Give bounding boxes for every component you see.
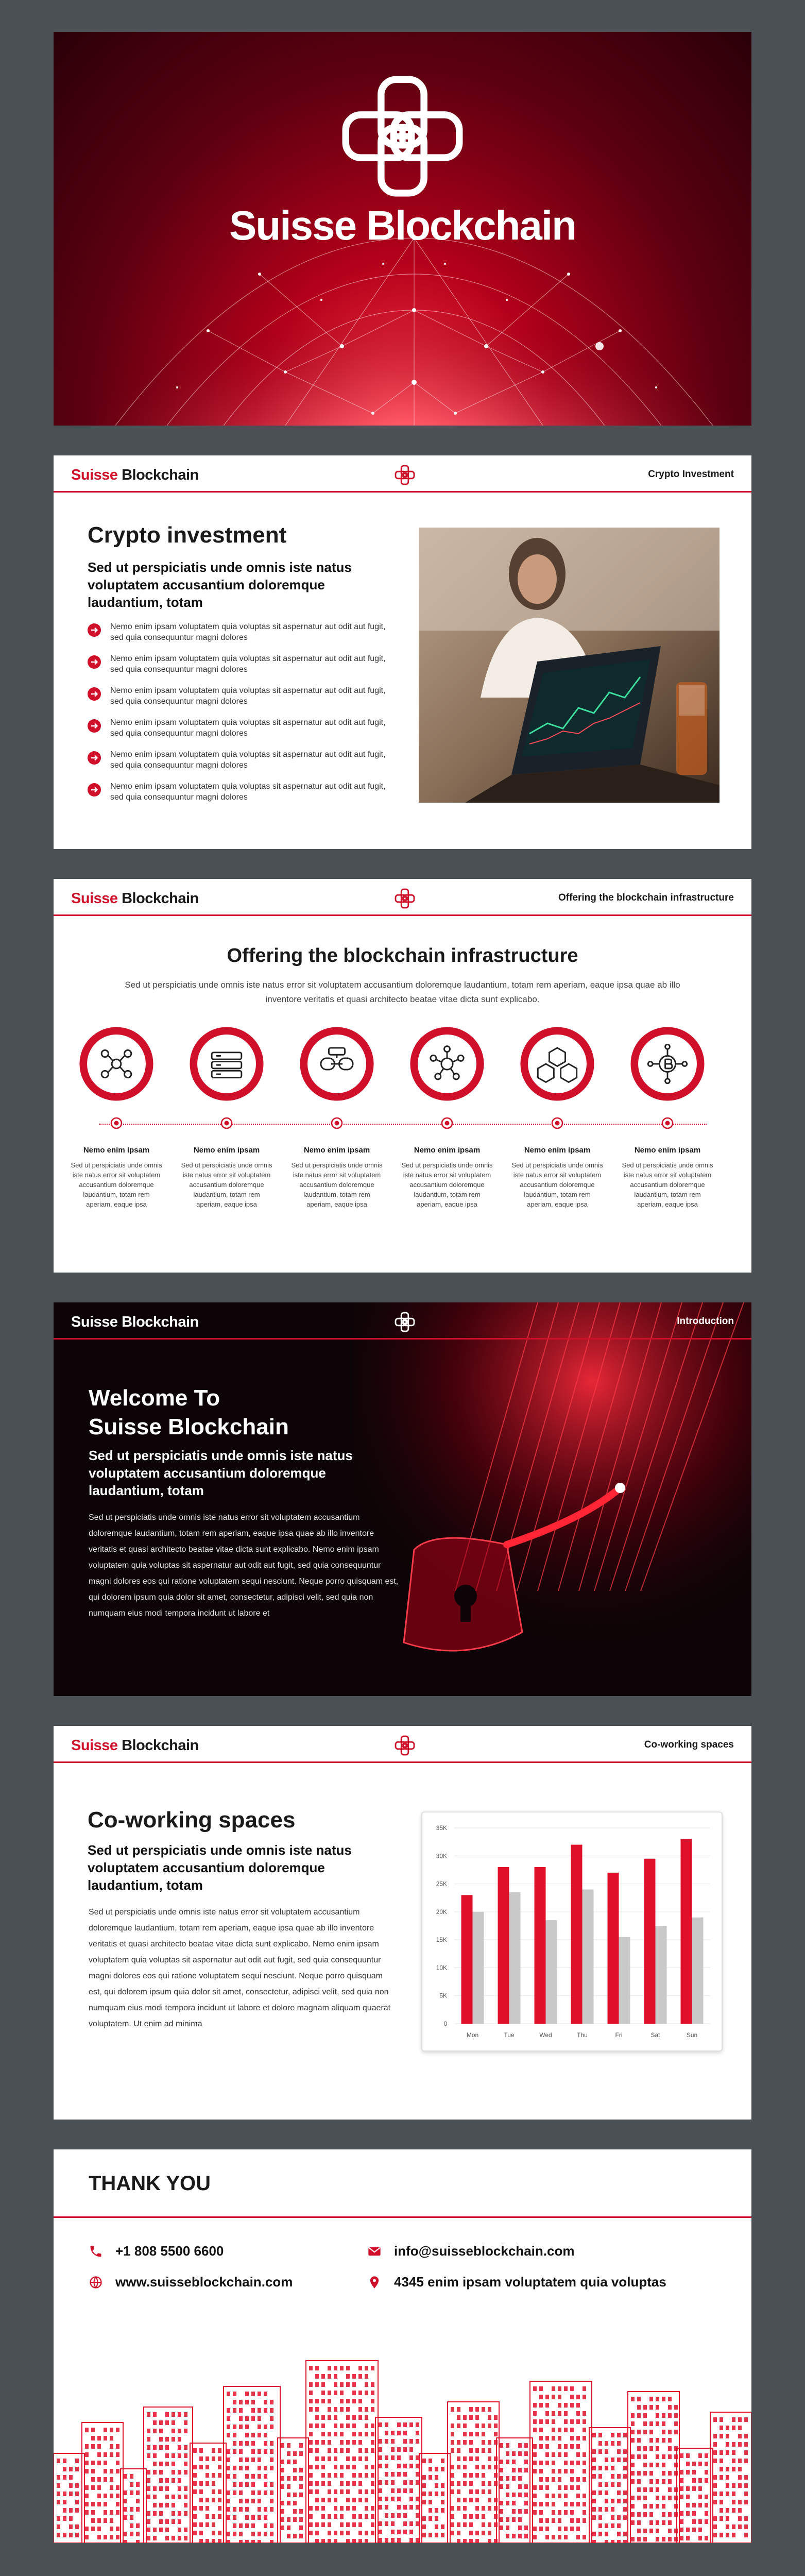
slide-title: Crypto investment [88,522,287,548]
slide-header [54,879,751,916]
building [121,2469,146,2543]
coworking-slide [54,1726,751,2120]
brand-mark-icon [395,888,415,909]
building [54,2453,84,2543]
phone-contact: +1 808 5500 6600 [115,2243,224,2259]
step-text: Sed ut perspiciatis unde omnis iste natus error sit voluptatem accusantium doloremque laudantium, totam rem aperiam, eaque ipsa [71,1161,162,1208]
section-label: Offering the blockchain infrastructure [558,892,734,903]
infrastructure-slide [54,879,751,1273]
arrow-right-circle-icon [88,655,101,669]
slide-header [54,1726,751,1763]
x-tick-label: Sun [686,2031,698,2039]
crypto-investment-slide [54,455,751,849]
brand-mark-icon [395,1735,415,1756]
step-title: Nemo enim ipsam [524,1146,591,1155]
step-title: Nemo enim ipsam [303,1146,370,1155]
list-item: Nemo enim ipsam voluptatem quia voluptas sit aspernatur aut odit aut fugit, sed quia consequuntur magni dolores [88,781,386,813]
slide-title: Co-working spaces [88,1807,296,1833]
introduction-slide [54,1302,751,1696]
brand-wordmark: Suisse Blockchain [71,1314,199,1330]
timeline-dot [551,1117,563,1129]
building [224,2386,280,2543]
bar [535,1867,546,2024]
arrow-right-circle-icon [88,783,101,796]
bar-chart-svg [422,1812,722,2050]
list-item: Nemo enim ipsam voluptatem quia voluptas sit aspernatur aut odit aut fugit, sed quia consequuntur magni dolores [88,621,386,653]
slide-paragraph: Sed ut perspiciatis unde omnis iste natus error sit voluptatem accusantium doloremque laudantium, totam rem aperiam, eaque ipsa quae ab illo inventore veritatis et quasi architecto beatae vitae dicta sunt explicabo. Nemo enim ipsam voluptatem quia voluptas sit aspernatur aut odit aut fugit, sed quia consequuntur magni dolores eos qui ratione voluptatem sequi nesciunt. Neque porro quisquam est, qui dolorem ipsum quia dolor sit amet, consectetur, adipisci velit, sed quia non numquam eius modi tempora incidunt ut labore et dolore magnam aliquam quaerat voluptatem. Ut enim ad minima [89,1908,391,2028]
arrow-right-circle-icon [88,719,101,733]
y-tick-label: 15K [436,1936,447,1944]
x-tick-label: Tue [504,2031,515,2039]
arrow-right-circle-icon [88,623,101,637]
infrastructure-step [396,1026,499,1243]
section-label: Introduction [677,1316,734,1327]
step-text: Sed ut perspiciatis unde omnis iste natus error sit voluptatem accusantium doloremque laudantium, totam rem aperiam, eaque ipsa [291,1161,383,1208]
building [448,2402,499,2543]
bar [644,1859,656,2024]
bar-chart [421,1811,723,2052]
section-label: Co-working spaces [644,1739,734,1750]
list-item: Nemo enim ipsam voluptatem quia voluptas sit aspernatur aut odit aut fugit, sed quia consequuntur magni dolores [88,653,386,685]
slide-subtitle: Sed ut perspiciatis unde omnis iste natus voluptatem accusantium doloremque laudantium, totam [89,1448,353,1498]
timeline-dot [441,1117,453,1129]
blockchain-network-icon [79,1026,154,1101]
cube-cluster-icon [520,1026,595,1101]
slide-paragraph: Sed ut perspiciatis unde omnis iste natus error sit voluptatem accusantium doloremque laudantium, totam rem aperiam, eaque ipsa quae ab illo inventore veritatis et quasi architecto beatae vitae dicta sunt explicabo. Nemo enim ipsam voluptatem quia voluptas sit aspernatur aut odit aut fugit, sed quia consequuntur magni dolores eos qui ratione voluptatem sequi nesciunt. Neque porro quisquam est, qui dolorem ipsum quia dolor sit amet, consectetur, adipisci velit, sed quia non numquam eius modi tempora incidunt ut labore et [89,1513,399,1618]
divider [54,2216,751,2218]
x-tick-label: Fri [615,2031,623,2039]
slide-subtitle: Sed ut perspiciatis unde omnis iste natus voluptatem accusantium doloremque laudantium, totam [88,1842,352,1893]
thank-you-slide [54,2149,751,2543]
slide-header [54,1302,751,1340]
slide-title: Welcome To Suisse Blockchain [89,1385,289,1439]
x-tick-label: Wed [539,2031,552,2039]
city-skyline-graphic [54,2283,751,2543]
bar [461,1895,473,2024]
infrastructure-step [506,1026,609,1243]
step-text: Sed ut perspiciatis unde omnis iste natus error sit voluptatem accusantium doloremque laudantium, totam rem aperiam, eaque ipsa [181,1161,272,1208]
bar [498,1867,509,2024]
bar [583,1889,594,2024]
slide-title: Offering the blockchain infrastructure [227,945,578,967]
bar [608,1873,619,2024]
step-text: Sed ut perspiciatis unde omnis iste natus error sit voluptatem accusantium doloremque laudantium, totam rem aperiam, eaque ipsa [622,1161,713,1208]
slide-header [54,455,751,493]
building [144,2407,193,2543]
x-tick-label: Sat [650,2031,660,2039]
infrastructure-step [285,1026,388,1243]
laptop-trading-photo [419,528,720,803]
step-title: Nemo enim ipsam [83,1146,150,1155]
bar [473,1912,484,2024]
building [306,2361,378,2543]
brand-wordmark: Suisse Blockchain [71,890,199,907]
timeline-dot [661,1117,674,1129]
bar [656,1926,667,2024]
slide-subtitle: Sed ut perspiciatis unde omnis iste natus voluptatem accusantium doloremque laudantium, totam [88,560,352,610]
bullet-list [88,621,386,813]
list-item: Nemo enim ipsam voluptatem quia voluptas sit aspernatur aut odit aut fugit, sed quia consequuntur magni dolores [88,749,386,781]
y-tick-label: 35K [436,1824,447,1832]
brand-wordmark: Suisse Blockchain [71,1737,199,1754]
building [82,2422,123,2543]
server-blocks-icon [189,1026,264,1101]
arrow-right-circle-icon [88,751,101,765]
building [496,2438,533,2543]
bar [571,1845,583,2024]
bar [546,1920,557,2024]
step-title: Nemo enim ipsam [414,1146,481,1155]
timeline-dot [331,1117,343,1129]
y-tick-label: 5K [439,1992,447,1999]
building [710,2412,751,2543]
infrastructure-step [616,1026,719,1243]
building [278,2438,309,2543]
building [589,2428,630,2543]
mail-icon [367,2244,382,2259]
bar [509,1892,521,2024]
y-tick-label: 30K [436,1852,447,1860]
building [375,2417,422,2543]
step-text: Sed ut perspiciatis unde omnis iste natus error sit voluptatem accusantium doloremque laudantium, totam rem aperiam, eaque ipsa [401,1161,493,1208]
brand-mark-icon [395,465,415,485]
building [190,2443,226,2543]
y-tick-label: 25K [436,1880,447,1888]
linked-chain-icon [299,1026,374,1101]
phone-icon [89,2244,103,2259]
infrastructure-step [65,1026,168,1243]
address-contact: 4345 enim ipsam voluptatem quia voluptas [394,2274,666,2290]
x-tick-label: Mon [466,2031,479,2039]
building [530,2381,592,2543]
bar [681,1839,692,2024]
timeline-dot [110,1117,123,1129]
brand-logo-icon [339,73,466,199]
cover-title: Suisse Blockchain [229,202,576,248]
email-contact[interactable]: info@suisseblockchain.com [394,2243,574,2259]
website-contact[interactable]: www.suisseblockchain.com [115,2274,293,2290]
arrow-right-circle-icon [88,687,101,701]
step-title: Nemo enim ipsam [634,1146,701,1155]
step-title: Nemo enim ipsam [193,1146,260,1155]
network-hub-icon [409,1026,485,1101]
bar [692,1918,704,2024]
step-text: Sed ut perspiciatis unde omnis iste natus error sit voluptatem accusantium doloremque laudantium, totam rem aperiam, eaque ipsa [511,1161,603,1208]
brand-wordmark: Suisse Blockchain [71,467,199,483]
section-label: Crypto Investment [648,469,734,480]
timeline-dot [220,1117,233,1129]
y-tick-label: 20K [436,1908,447,1916]
building [677,2448,713,2543]
x-tick-label: Thu [577,2031,588,2039]
list-item: Nemo enim ipsam voluptatem quia voluptas sit aspernatur aut odit aut fugit, sed quia consequuntur magni dolores [88,717,386,749]
list-item: Nemo enim ipsam voluptatem quia voluptas sit aspernatur aut odit aut fugit, sed quia consequuntur magni dolores [88,685,386,717]
y-tick-label: 10K [436,1964,447,1972]
building [419,2453,450,2543]
building [628,2392,679,2543]
infrastructure-step [175,1026,278,1243]
thank-you-title: THANK YOU [89,2172,211,2195]
digital-lock-graphic [352,1302,751,1696]
bitcoin-network-icon [630,1026,705,1101]
y-tick-label: 0 [443,2020,447,2027]
bar [619,1937,630,2024]
cover-slide [54,32,751,426]
brand-mark-icon [395,1312,415,1332]
slide-lead: Sed ut perspiciatis unde omnis iste natus error sit voluptatem accusantium doloremque laudantium, totam rem aperiam, eaque ipsa quae ab illo inventore veritatis et quasi architecto beatae vitae dicta sunt explicabo. [125,980,680,1004]
